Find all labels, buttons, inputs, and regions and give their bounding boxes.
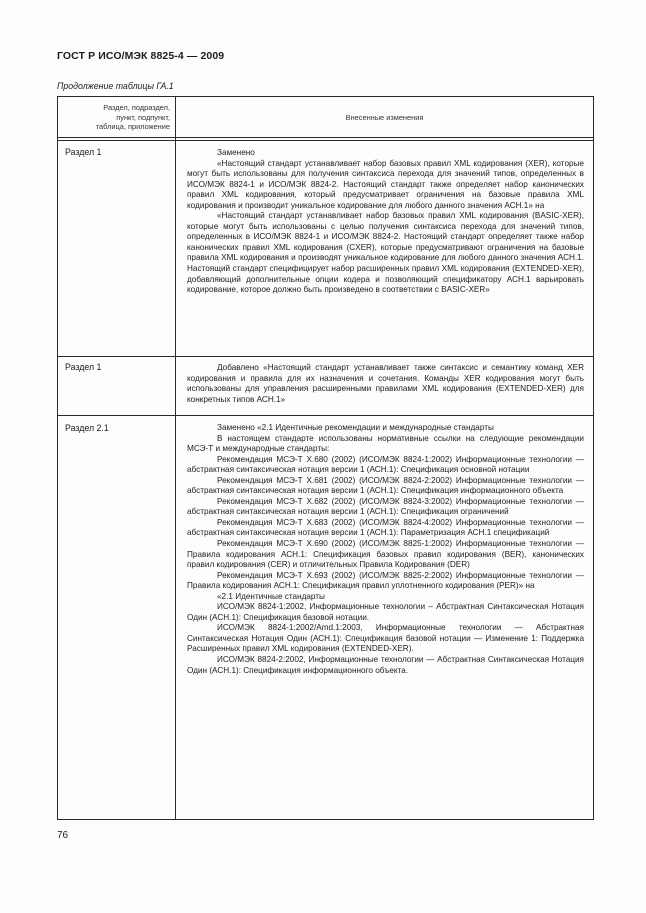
paragraph: Рекомендация МСЭ-Т X.683 (2002) (ИСО/МЭК 8824-4:2002) Информационные технологии — абстрактная синтаксическая нотация версии 1 (АСН.1): Параметризация АСН.1 спецификаций <box>187 517 584 538</box>
row-content <box>187 423 584 676</box>
page-number: 76 <box>57 830 69 841</box>
paragraph: ИСО/МЭК 8824-1:2002/Amd.1:2003, Информационные технологии — Абстрактная Синтаксическая Нотация Один (АСН.1): Спецификация базовой нотации — Изменение 1: Поддержка Расширенных правил XML кодирования (EXTENDED-XER). <box>187 623 584 654</box>
row-label: Раздел 1 <box>65 147 102 157</box>
paragraph: ИСО/МЭК 8824-2:2002, Информационные технологии — Абстрактная Синтаксическая Нотация Один (АСН.1): Спецификация информационного объекта. <box>187 655 584 675</box>
column-header-section: Раздел, подраздел, пункт, подпункт, таблица, приложение <box>95 103 170 132</box>
column-divider <box>175 97 176 819</box>
paragraph: Рекомендация МСЭ-Т X.690 (2002) (ИСО/МЭК 8825-1:2002) Информационные технологии — Правила кодирования АСН.1: Спецификация базовых правил кодирования (BER), канонических правил кодирования (CER) и отличительных Правила Кодирования (DER) <box>187 539 584 570</box>
paragraph: Рекомендация МСЭ-Т X.693 (2002) (ИСО/МЭК 8825-2:2002) Информационные технологии — Правила кодирования АСН.1: Спецификация правил уплотненного кодирования (PER)» на <box>187 570 584 591</box>
paragraph: Добавлено «Настоящий стандарт устанавливает также синтаксис и семантику команд XER кодирования и правила для их назначения и сочетания. Команды XER кодирования могут быть использованы для управления расширенными правилами XML кодирования (EXTENDED-XER) для конкретных типов АСН.1» <box>187 363 584 404</box>
paragraph: Рекомендация МСЭ-Т X.681 (2002) (ИСО/МЭК 8824-2:2002) Информационные технологии — абстрактная синтаксическая нотация версии 1 (АСН.1): Спецификация информационного объекта <box>187 475 584 496</box>
paragraph: Заменено «2.1 Идентичные рекомендации и международные стандарты <box>217 423 494 432</box>
paragraph: «2.1 Идентичные стандарты <box>217 591 325 601</box>
header-separator <box>58 137 593 138</box>
paragraph: «Настоящий стандарт устанавливает набор базовых правил XML кодирования (XER), которые могут быть использованы для получения синтаксиса перехода для значений типов, определенных в ИСО/МЭК 8824-1 и ИСО/МЭК 8824-2. Настоящий стандарт также определяет набор канонических правил XML кодирования, который предусматривает ограничения на базовые правила XML кодирования и производит уникальное кодирование для любого данного значения АСН.1» на <box>187 158 584 210</box>
row-content <box>187 363 584 405</box>
paragraph: В настоящем стандарте использованы нормативные ссылки на следующие рекомендации МСЭ-Т и международные стандарты: <box>187 433 584 454</box>
row-content <box>187 148 584 296</box>
paragraph: ИСО/МЭК 8824-1:2002, Информационные технологии – Абстрактная Синтаксическая Нотация Один (АСН.1): Спецификация базовой нотации. <box>187 602 584 622</box>
table-caption: Продолжение таблицы ГА.1 <box>57 81 174 91</box>
column-header-changes: Внесенные изменения <box>345 113 424 122</box>
document-header: ГОСТ Р ИСО/МЭК 8825-4 — 2009 <box>57 50 225 62</box>
paragraph: Заменено <box>217 148 255 157</box>
header-separator-double <box>58 140 593 141</box>
paragraph: Рекомендация МСЭ-Т X.680 (2002) (ИСО/МЭК 8824-1:2002) Информационные технологии — абстрактная синтаксическая нотация версии 1 (АСН.1): Спецификация основной нотации <box>187 454 584 475</box>
row-separator <box>58 415 593 416</box>
paragraph: «Настоящий стандарт устанавливает набор базовых правил XML кодирования (BASIC-XER), которые могут быть использованы с целью получения синтаксиса перехода для значений типов, определенных в ИСО/МЭК 8824-1 и ИСО/МЭК 8824-2. Настоящий стандарт определяет также набор канонических правил XML кодирования (CXER), которые предусматривают ограничения на базовые правила XML кодирования и производят уникальное кодирование для любого данного значения АСН.1. Настоящий стандарт специфицирует набор расширенных правил XML кодирования (EXTENDED-XER), добавляющий дополнительные опции кодера и позволяющий спецификатору АСН.1 варьировать кодирование, которое должно быть произведено в соответствии с BASIC-XER» <box>187 211 584 295</box>
row-label: Раздел 2.1 <box>65 423 109 433</box>
row-label: Раздел 1 <box>65 362 102 372</box>
paragraph: Рекомендация МСЭ-Т X.682 (2002) (ИСО/МЭК 8824-3:2002) Информационные технологии — абстрактная синтаксическая нотация версии 1 (АСН.1): Спецификация ограничений <box>187 496 584 517</box>
row-separator <box>58 356 593 357</box>
changes-table <box>57 96 594 820</box>
